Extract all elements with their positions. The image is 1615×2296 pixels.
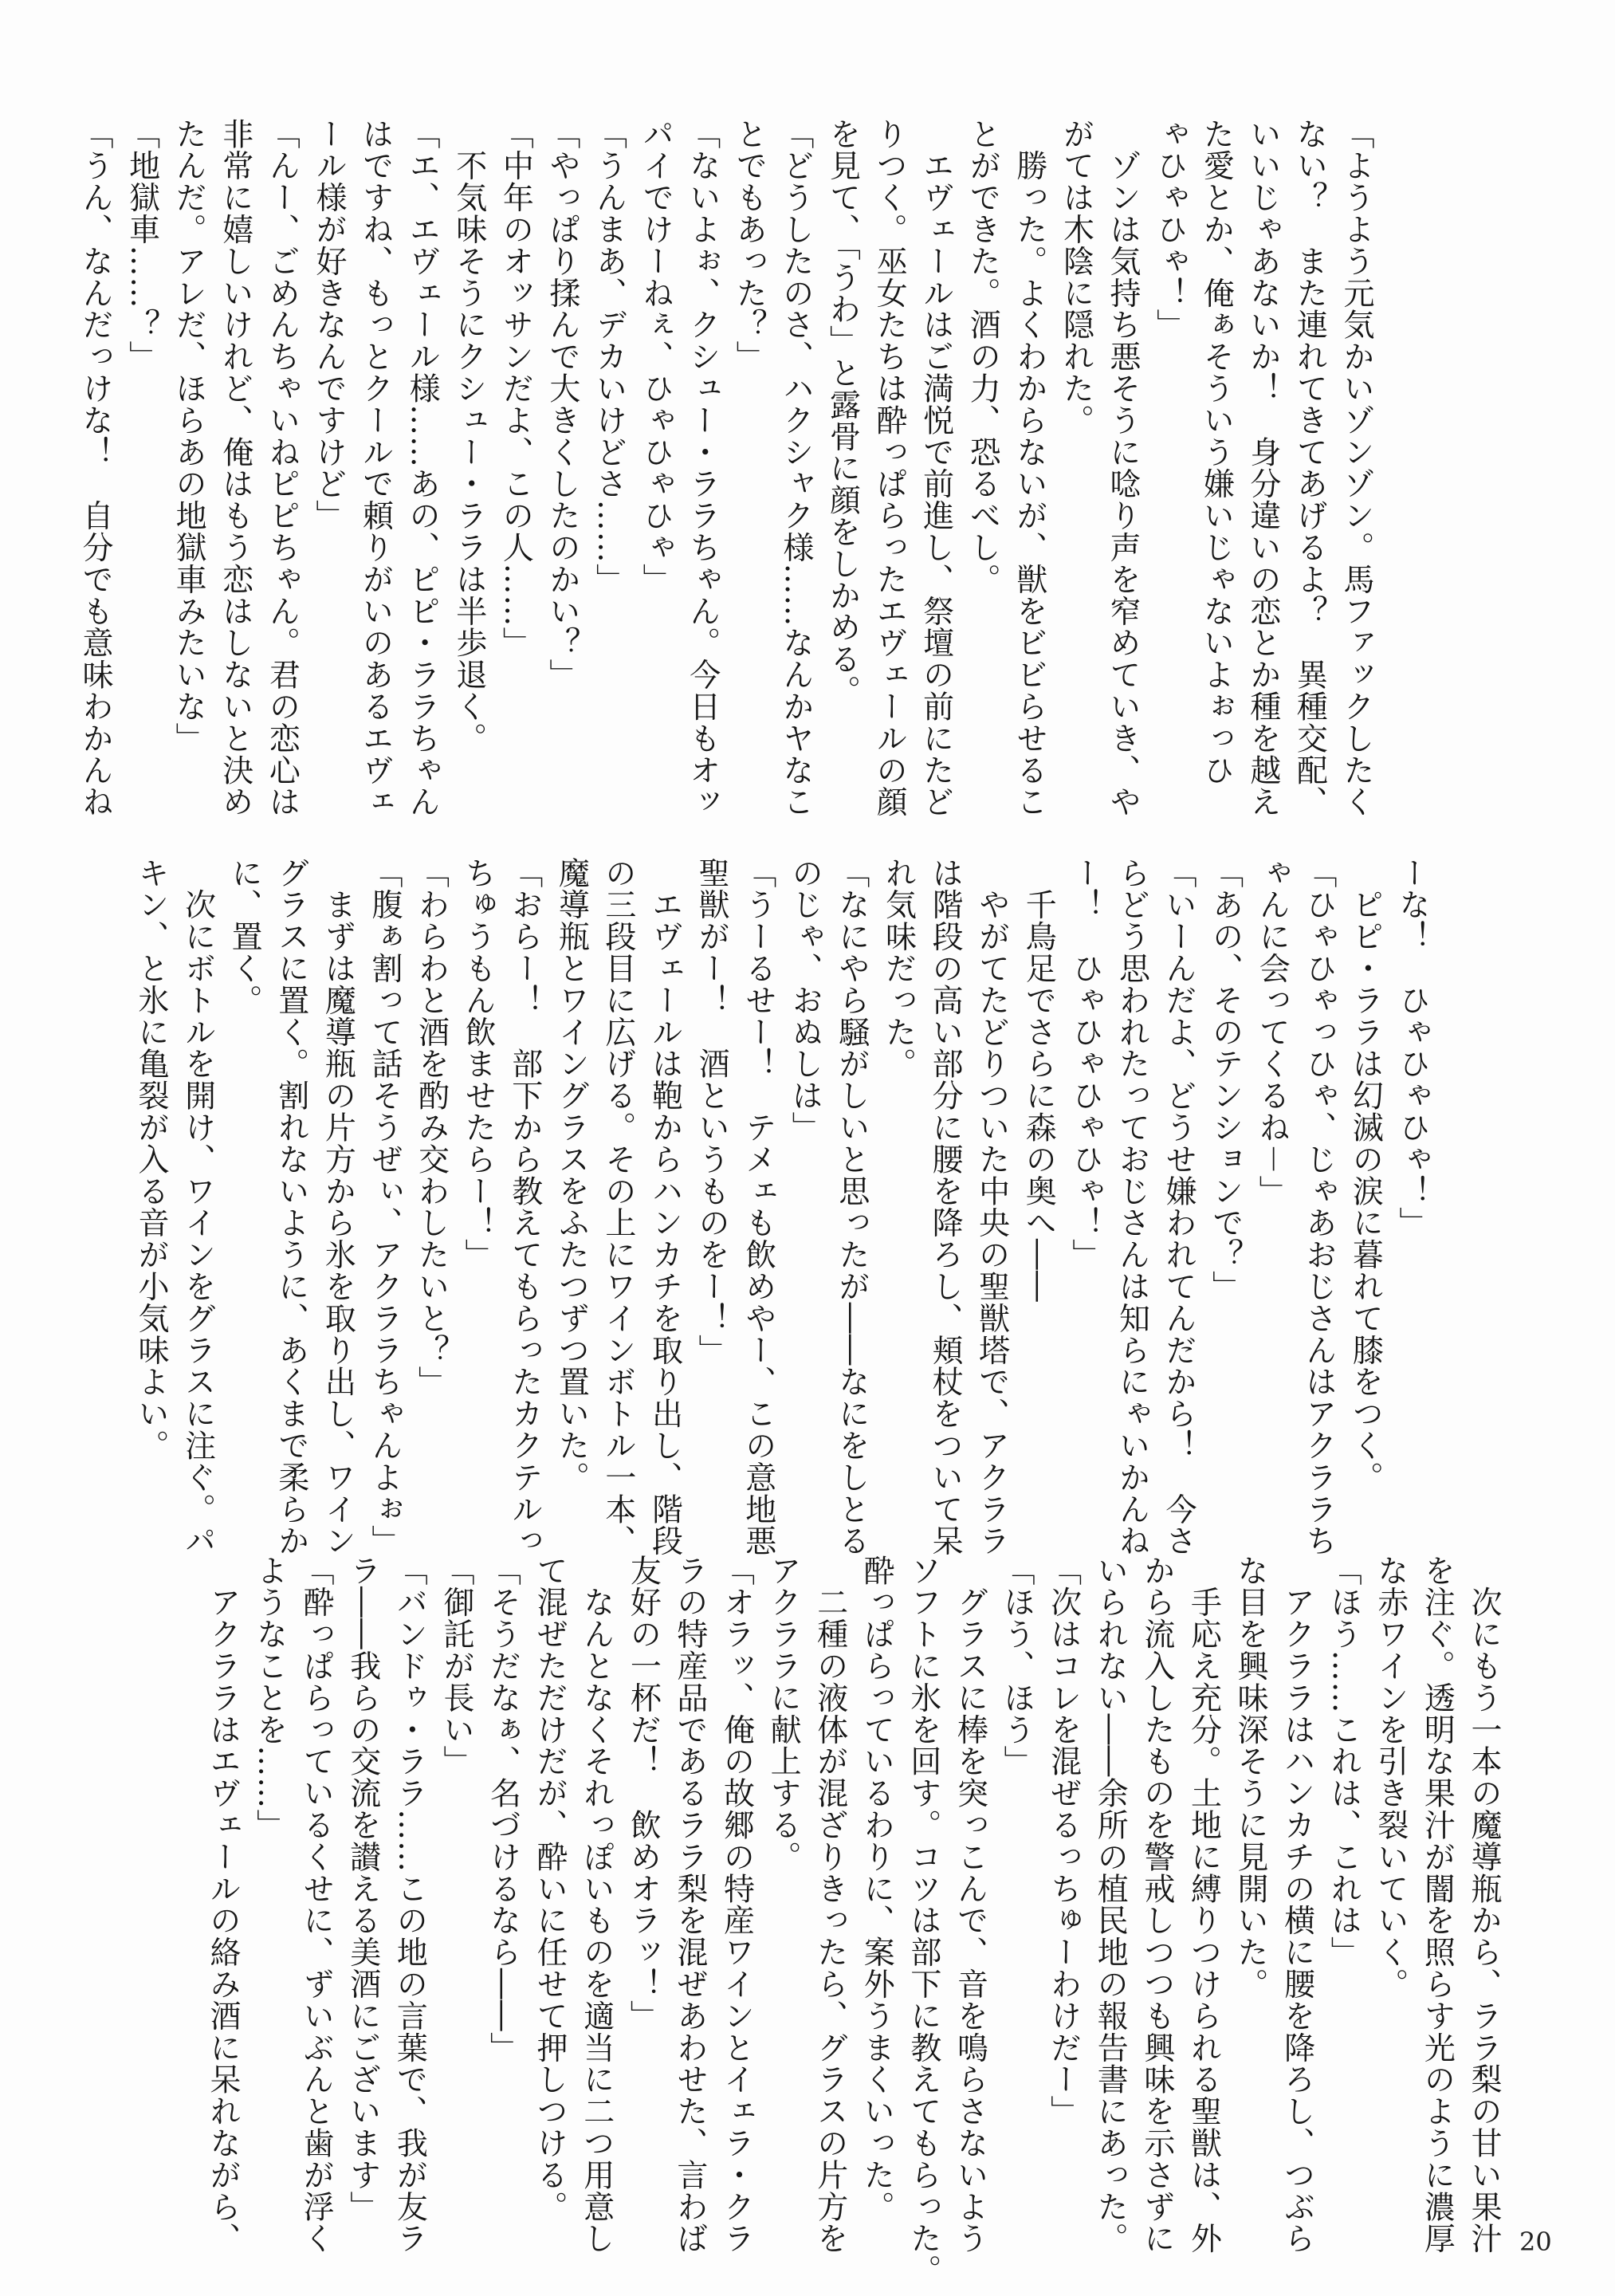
text-line: 「次はコレを混ぜるっちゅーわけだー」	[1045, 1555, 1082, 2128]
text-line: キン、と氷に亀裂が入る音が小気味よい。	[132, 857, 169, 1462]
text-line: アクララに献上する。	[765, 1555, 802, 1873]
text-line: やがてたどりついた中央の聖獣塔で、アクララ	[973, 857, 1010, 1557]
text-line: の三段目に広げる。その上にワインボトル一本、	[599, 857, 636, 1557]
text-line: ゃんに会ってくるね－」	[1254, 857, 1291, 1207]
text-line: のじゃ、おぬしは」	[787, 857, 823, 1144]
text-line: エヴェールは鞄からハンカチを取り出し、階段	[646, 857, 683, 1557]
text-line: パイでけーねぇ、ひゃひゃひゃ」	[638, 118, 674, 596]
text-line: を注ぐ。透明な果汁が闇を照らす光のように濃厚	[1419, 1555, 1456, 2255]
text-line: 「やっぱり揉んで大きくしたのかい？」	[544, 118, 580, 691]
text-line: ソフトに氷を回す。コツは部下に教えてもらった。	[905, 1555, 941, 2286]
text-band-bottom	[204, 1555, 1507, 2286]
text-line: 「ひゃひゃっひゃ、じゃあおじさんはアクララち	[1300, 857, 1337, 1557]
text-line: ーな！ ひゃひゃひゃ！」	[1394, 857, 1430, 1239]
text-line: ちゅうもん飲ませたらー！」	[460, 857, 497, 1271]
text-line: 「ほう、ほう」	[999, 1555, 1035, 1778]
text-line: ゾンは気持ち悪そうに唸り声を窄めていき、や	[1105, 118, 1142, 818]
text-line: に、置く。	[226, 857, 263, 1016]
text-line: なんとなくそれっぽいものを適当に二つ用意し	[578, 1555, 615, 2255]
text-line: グラスに置く。割れないように、あくまで柔らか	[273, 857, 309, 1557]
text-line: たんだ。アレだ、ほらあの地獄車みたいな」	[171, 118, 207, 754]
text-line: はですね、もっとクールで頼りがいのあるエヴェ	[357, 118, 394, 818]
text-line: から流入したものを警戒しつつも興味を示さずに	[1138, 1555, 1175, 2255]
text-line: ピピ・ララは幻滅の涙に暮れて膝をつく。	[1347, 857, 1384, 1493]
text-line: 「うんまあ、デカいけどさ……」	[591, 118, 627, 596]
text-line: 次にボトルを開け、ワインをグラスに注ぐ。パ	[179, 857, 216, 1557]
text-line: いられない――余所の植民地の報告書にあった。	[1092, 1555, 1129, 2255]
text-line: て混ぜただけだが、酔いに任せて押しつける。	[532, 1555, 568, 2223]
text-line: 「オラッ、俺の故郷の特産ワインとイェラ・クラ	[718, 1555, 755, 2255]
text-line: 「んー、ごめんちゃいねピピちゃん。君の恋心は	[264, 118, 301, 818]
text-line: とができた。酒の力、恐るべし。	[965, 118, 1001, 596]
text-line: とでもあった？」	[731, 118, 768, 373]
text-line: 「ないよぉ、クシュー・ララちゃん。今日もオッ	[684, 118, 721, 818]
text-line: グラスに棒を突っこんで、音を鳴らさないよう	[952, 1555, 988, 2255]
text-line: 「なにやら騒がしいと思ったが――なにをしとる	[833, 857, 870, 1557]
text-line: 聖獣がー！ 酒というものをー！」	[694, 857, 730, 1366]
text-line: 「どうしたのさ、ハクシャク様……なんかヤなこ	[777, 118, 814, 818]
text-band-middle	[132, 857, 1435, 1557]
page-number: 20	[1519, 2227, 1552, 2257]
text-line: 「いーんだよ、どうせ嫌われてんだから！ 今さ	[1161, 857, 1197, 1557]
text-line: 不気味そうにクシュー・ララは半歩退く。	[450, 118, 487, 754]
text-line: ール様が好きなんですけど」	[310, 118, 347, 532]
text-line: は階段の高い部分に腰を降ろし、頬杖をついて呆	[927, 857, 964, 1557]
text-line: 勝った。よくわからないが、獣をビビらせるこ	[1011, 118, 1047, 818]
text-line: 「エ、エヴェール様……あの、ピピ・ララちゃん	[404, 118, 441, 818]
text-line: アクララはエヴェールの絡み酒に呆れながら、	[204, 1555, 241, 2255]
text-line: 「ほう……これは、これは」	[1326, 1555, 1362, 1968]
text-line: 「酔っぱらっているくせに、ずいぶんと歯が浮く	[298, 1555, 335, 2255]
text-line: 「そうだなぁ、名づけるなら――」	[485, 1555, 521, 2064]
text-line: がては木陰に隠れた。	[1058, 118, 1094, 436]
text-line: た愛とか、俺ぁそういう嫌いじゃないよぉっひ	[1198, 118, 1235, 786]
text-line: ない？ また連れてきてあげるよ？ 異種交配、	[1291, 118, 1328, 818]
text-line: いいじゃあないか！ 身分違いの恋とか種を越え	[1244, 118, 1281, 818]
text-line: ようなことを……」	[251, 1555, 288, 1842]
text-line: 「腹ぁ割って話そうぜぃ、アクララちゃんよぉ」	[366, 857, 403, 1557]
text-line: 「わらわと酒を酌み交わしたいと？」	[413, 857, 450, 1398]
text-line: 「うん、なんだっけな！ 自分でも意味わかんね	[77, 118, 113, 818]
text-line: 二種の液体が混ざりきったら、グラスの片方を	[811, 1555, 848, 2255]
text-band-top	[77, 118, 1379, 818]
text-line: アクララはハンカチの横に腰を降ろし、つぶら	[1279, 1555, 1315, 2255]
text-line: 手応え充分。土地に縛りつけられる聖獣は、外	[1185, 1555, 1222, 2255]
text-line: 「あの、そのテンションで？」	[1207, 857, 1244, 1303]
text-line: 「中年のオッサンだよ、この人……」	[497, 118, 534, 659]
text-line: まずは魔導瓶の片方から氷を取り出し、ワイン	[320, 857, 356, 1557]
text-line: 友好の一杯だ！ 飲めオラッ！」	[625, 1555, 662, 2032]
text-line: 魔導瓶とワイングラスをふたつずつ置いた。	[553, 857, 590, 1493]
text-line: エヴェールはご満悦で前進し、祭壇の前にたど	[918, 118, 954, 818]
text-line: 次にもう一本の魔導瓶から、ララ梨の甘い果汁	[1466, 1555, 1502, 2255]
text-line: ゃひゃひゃ！」	[1151, 118, 1188, 341]
text-line: 千鳥足でさらに森の奥へ――	[1020, 857, 1057, 1303]
text-line: りつく。巫女たちは酔っぱらったエヴェールの顔	[871, 118, 908, 818]
text-line: ラの特産品であるララ梨を混ぜあわせた、言わば	[671, 1555, 708, 2255]
text-line: 酔っぱらっているわりに、案外うまくいった。	[859, 1555, 895, 2223]
text-line: らどう思われたっておじさんは知らにゃいかんね	[1114, 857, 1150, 1557]
text-line: 「御託が長い」	[438, 1555, 474, 1778]
text-line: 非常に嬉しいけれど、俺はもう恋はしないと決め	[217, 118, 253, 818]
text-line: 「ようよう元気かいゾンゾン。馬ファックしたく	[1338, 118, 1374, 818]
text-line: ー！ ひゃひゃひゃひゃ！」	[1067, 857, 1103, 1271]
text-line: を見て、「うわ」と露骨に顔をしかめる。	[824, 118, 861, 707]
text-line: 「うーるせー！ テメェも飲めやー、この意地悪	[740, 857, 776, 1557]
text-line: 「おらー！ 部下から教えてもらったカクテルっ	[506, 857, 543, 1557]
text-line: ラ――我らの交流を讃える美酒にございます」	[344, 1555, 381, 2223]
text-line: な目を興味深そうに見開いた。	[1232, 1555, 1269, 2000]
text-line: 「バンドゥ・ララ……この地の言葉で、我が友ラ	[391, 1555, 428, 2255]
text-line: 「地獄車……？」	[124, 118, 160, 373]
text-line: な赤ワインを引き裂いていく。	[1372, 1555, 1409, 2000]
text-line: れ気味だった。	[880, 857, 917, 1080]
